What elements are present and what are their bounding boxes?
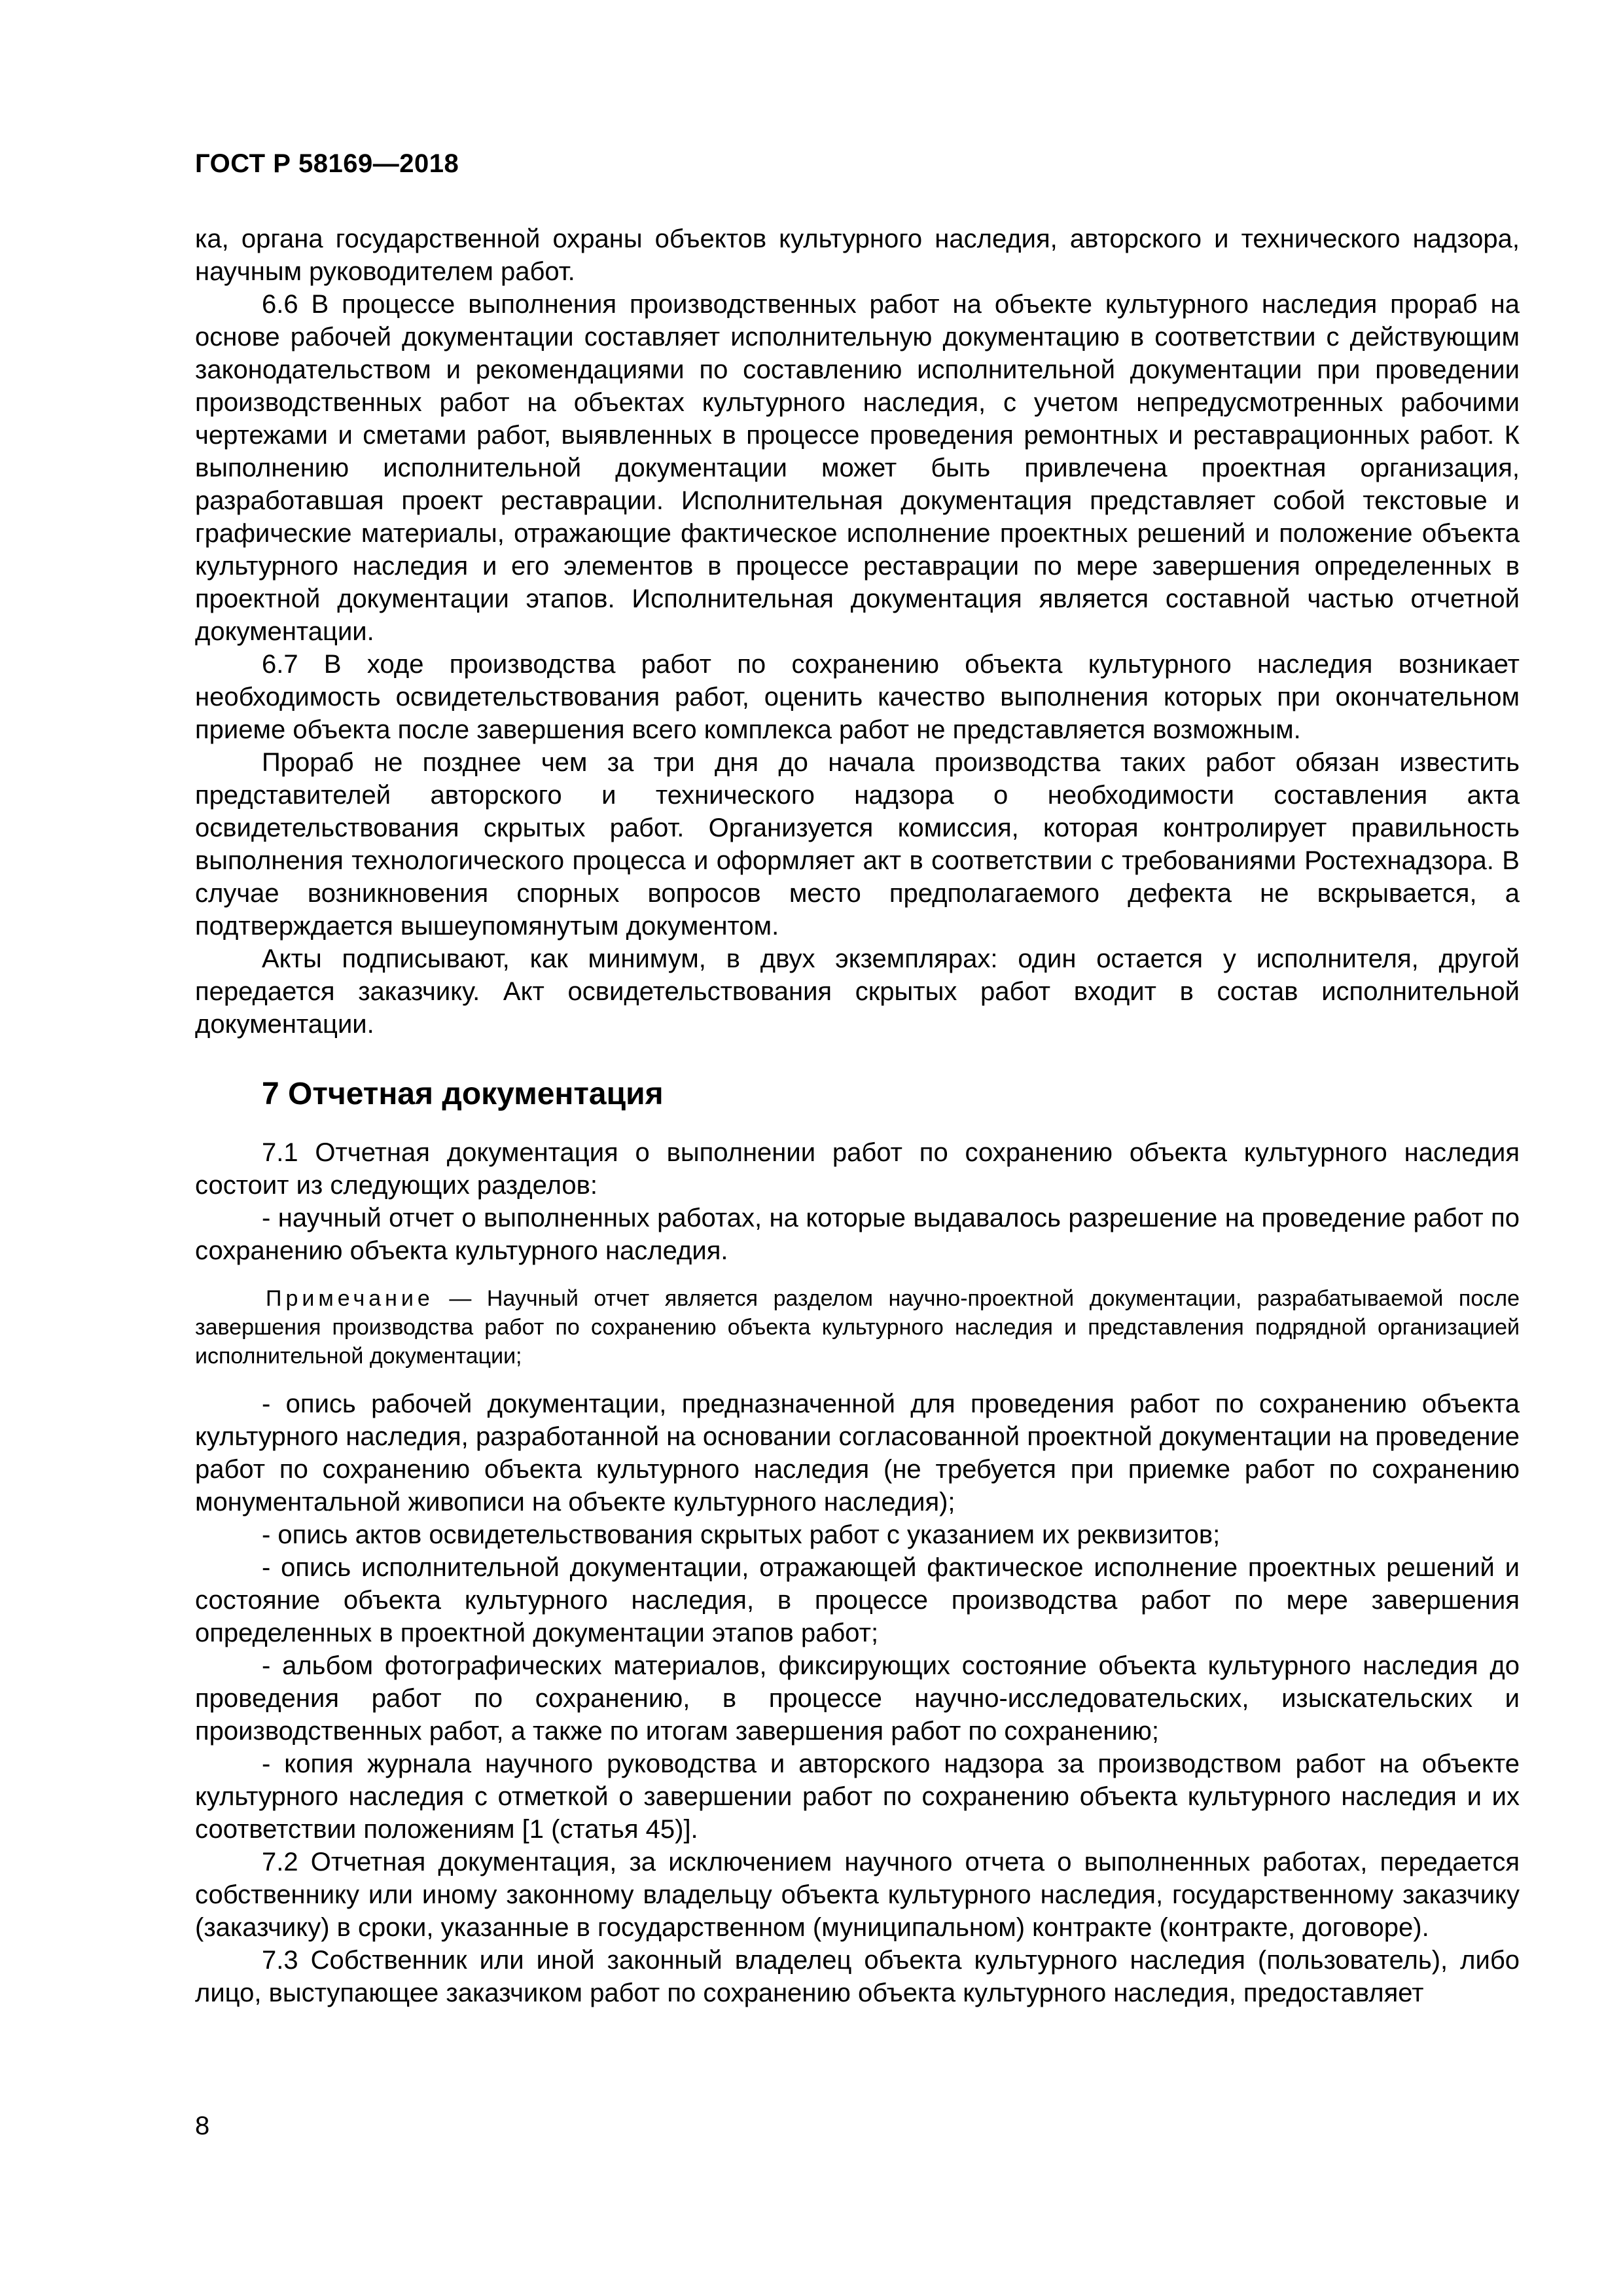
paragraph: ка, органа государственной охраны объектов культурного наследия, авторского и технического надзора, научным руководителем работ. [195,224,1520,286]
note [195,1284,1520,1371]
paragraph: Прораб не позднее чем за три дня до начала производства таких работ обязан известить представителей авторского и технического надзора о необходимости составления акта освидетельствования скрытых работ. Организуется комиссия, которая контролирует правильность выполнения технологического процесса и оформляет акт в соответствии с требованиями Ростехнадзора. В случае возникновения спорных вопросов место предполагаемого дефекта не вскрывается, а подтверждается вышеупомянутым документом. [195,748,1520,941]
list-item: - опись рабочей документации, предназначенной для проведения работ по сохранению объекта культурного наследия, разработанной на основании согласованной проектной документации на проведение работ по сохранению объекта культурного наследия (не требуется при приемке работ по сохранению монументальной живописи на объекте культурного наследия); [195,1390,1520,1516]
list-item: - научный отчет о выполненных работах, на которые выдавалось разрешение на проведение работ по сохранению объекта культурного наследия. [195,1204,1520,1265]
document-header: ГОСТ Р 58169—2018 [195,149,459,178]
list-item: - альбом фотографических материалов, фиксирующих состояние объекта культурного наследия до проведения работ по сохранению, в процессе научно-исследовательских, изыскательских и производственных работ, а также по итогам завершения работ по сохранению; [195,1651,1520,1746]
paragraph-6-7: 6.7 В ходе производства работ по сохранению объекта культурного наследия возникает необходимость освидетельствования работ, оценить качество выполнения которых при окончательном приеме объекта после завершения всего комплекса работ не представляется возможным. [195,650,1520,744]
note-text: — Научный отчет является разделом научно-проектной документации, разрабатываемой после завершения производства работ по сохранению объекта культурного наследия и представления подрядной организацией исполнительной документации; [195,1286,1520,1369]
paragraph-7-2: 7.2 Отчетная документация, за исключением научного отчета о выполненных работах, передается собственнику или иному законному владельцу объекта культурного наследия, государственному заказчику (заказчику) в сроки, указанные в государственном (муниципальном) контракте (контракте, договоре). [195,1848,1520,1942]
paragraph-6-6: 6.6 В процессе выполнения производственных работ на объекте культурного наследия прораб на основе рабочей документации составляет исполнительную документацию в соответствии с действующим законодательством и рекомендациями по составлению исполнительной документации при проведении производственных работ на объектах культурного наследия, с учетом непредусмотренных рабочими чертежами и сметами работ, выявленных в процессе проведения ремонтных и реставрационных работ. К выполнению исполнительной документации может быть привлечена проектная организация, разработавшая проект реставрации. Исполнительная документация представляет собой текстовые и графические материалы, отражающие фактическое исполнение проектных решений и положение объекта культурного наследия и его элементов в процессе реставрации по мере завершения определенных в проектной документации этапов. Исполнительная документация является составной частью отчетной документации. [195,290,1520,646]
document-body [195,223,1520,2009]
paragraph-7-1: 7.1 Отчетная документация о выполнении работ по сохранению объекта культурного наследия состоит из следующих разделов: [195,1138,1520,1200]
note-label: Примечание [266,1286,434,1311]
list-item: - опись актов освидетельствования скрытых работ с указанием их реквизитов; [262,1520,1221,1549]
section-heading: 7 Отчетная документация [262,1077,664,1111]
list-item: - опись исполнительной документации, отражающей фактическое исполнение проектных решений и состояние объекта культурного наследия, в процессе производства работ по мере завершения определенных в проектной документации этапов работ; [195,1553,1520,1647]
paragraph-7-3: 7.3 Собственник или иной законный владелец объекта культурного наследия (пользователь), либо лицо, выступающее заказчиком работ по сохранению объекта культурного наследия, предоставляет [195,1946,1520,2007]
page-number: 8 [195,2111,210,2140]
list-item: - копия журнала научного руководства и авторского надзора за производством работ на объекте культурного наследия с отметкой о завершении работ по сохранению объекта культурного наследия и их соответствии положениям [1 (статья 45)]. [195,1749,1520,1844]
paragraph: Акты подписывают, как минимум, в двух экземплярах: один остается у исполнителя, другой передается заказчику. Акт освидетельствования скрытых работ входит в состав исполнительной документации. [195,944,1520,1039]
